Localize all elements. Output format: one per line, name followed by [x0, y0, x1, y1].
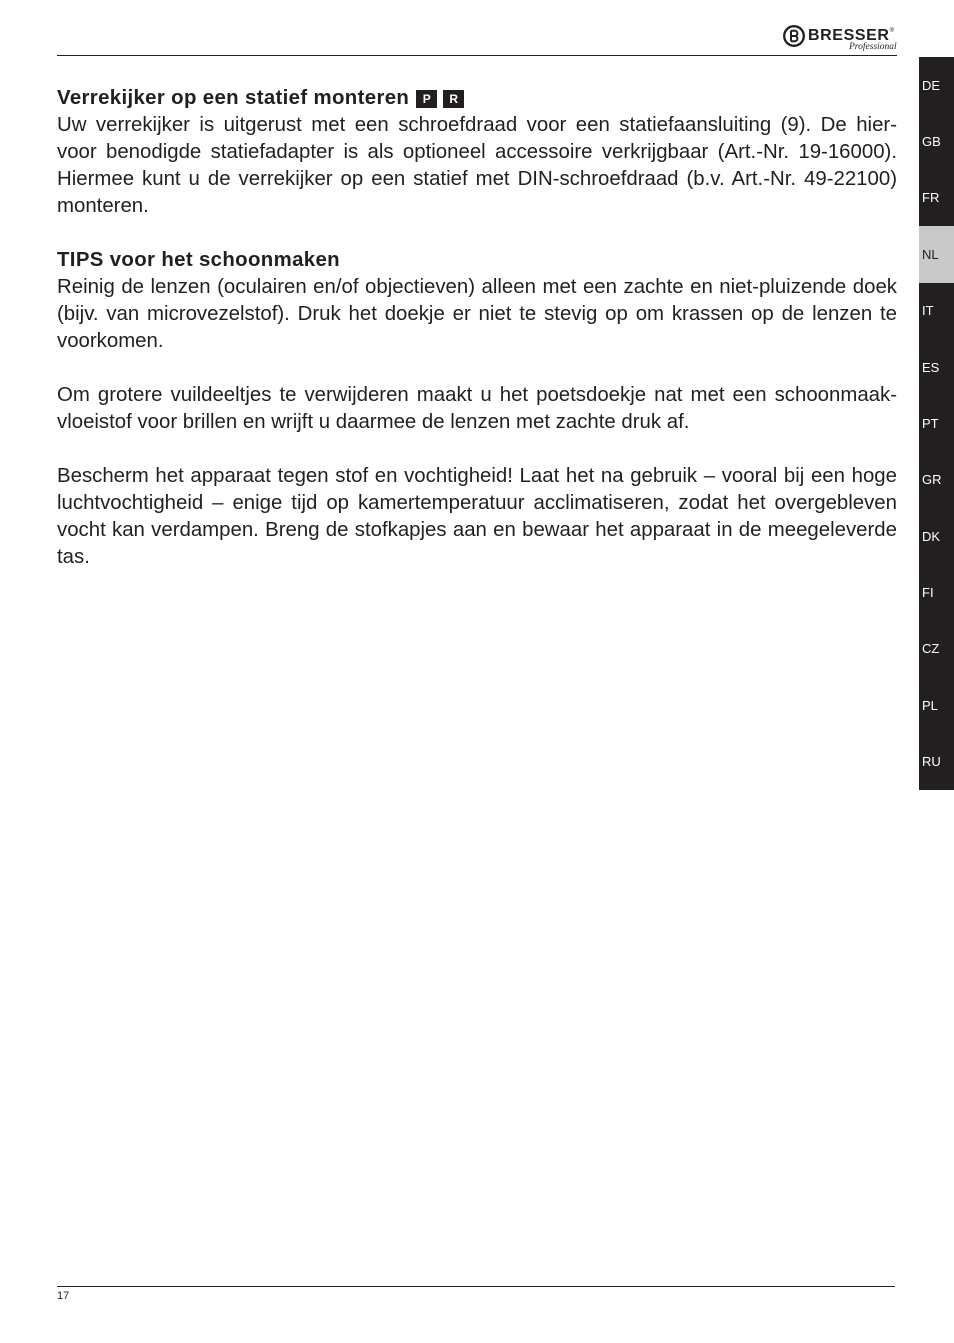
lang-tab-label: ES [922, 359, 940, 375]
section-heading: Verrekijker op een statief monteren [57, 87, 410, 109]
lang-tab-pt [919, 395, 954, 451]
text-line: monteren. [57, 195, 149, 217]
lang-tab-fi [919, 564, 954, 620]
page-content [57, 85, 897, 571]
text-line: luchtvochtigheid – enige tijd op kamertemperatuur acclimatiseren, zodat het overgebleven [57, 492, 897, 514]
logo-tagline: Professional [849, 42, 897, 52]
lang-tab-label: PT [922, 415, 939, 431]
model-badge: P [416, 90, 437, 108]
header-rule [57, 55, 897, 56]
registered-mark: ® [889, 28, 894, 34]
text-line: Bescherm het apparaat tegen stof en vochtigheid! Laat het na gebruik – vooral bij een hoge [57, 465, 897, 487]
text-line: Om grotere vuildeeltjes te verwijderen maakt u het poetsdoekje nat met een schoonmaak- [57, 384, 897, 406]
section-heading: TIPS voor het schoonmaken [57, 249, 340, 271]
text-line: tas. [57, 546, 90, 568]
lang-tab-cz [919, 621, 954, 677]
model-badge: R [443, 90, 464, 108]
section-heading-row [57, 85, 897, 112]
lang-tab-dk [919, 508, 954, 564]
logo-mark-icon [783, 25, 805, 47]
lang-tab-fr [919, 170, 954, 226]
paragraph [57, 112, 897, 220]
lang-tab-pl [919, 677, 954, 733]
text-line: voor benodigde statiefadapter is als optioneel accessoire verkrijgbaar (Art.-Nr. 19-16000). [57, 141, 897, 163]
text-line: Hiermee kunt u de verrekijker op een statief met DIN-schroefdraad (b.v. Art.-Nr. 49-22100) [57, 168, 897, 190]
lang-tab-label: GR [922, 472, 942, 488]
lang-tab-label: FR [922, 190, 940, 206]
paragraph [57, 382, 897, 436]
section-heading-row [57, 247, 897, 274]
lang-tab-nl [919, 226, 954, 282]
lang-tab-gb [919, 113, 954, 169]
text-line: voorkomen. [57, 330, 164, 352]
text-line: Reinig de lenzen (oculairen en/of objectieven) alleen met een zachte en niet-pluizende doek [57, 276, 897, 298]
brand-logo [783, 23, 898, 55]
lang-tab-gr [919, 452, 954, 508]
page-number: 17 [57, 1290, 70, 1302]
text-line: (bijv. van microvezelstof). Druk het doekje er niet te stevig op om krassen op de lenzen te [57, 303, 897, 325]
text-line: Uw verrekijker is uitgerust met een schroefdraad voor een statiefaansluiting (9). De hier- [57, 114, 897, 136]
text-line: vloeistof voor brillen en wrijft u daarmee de lenzen met zachte druk af. [57, 411, 690, 433]
language-index [919, 57, 954, 790]
lang-tab-label: DE [922, 77, 941, 93]
lang-tab-label: FI [922, 585, 934, 601]
lang-tab-es [919, 339, 954, 395]
lang-tab-label: CZ [922, 641, 940, 657]
lang-tab-label: RU [922, 754, 941, 770]
lang-tab-label: NL [922, 246, 939, 262]
lang-tab-it [919, 283, 954, 339]
lang-tab-label: PL [922, 697, 938, 713]
logo-brand-text: BRESSER [808, 27, 890, 44]
lang-tab-label: GB [922, 134, 941, 150]
lang-tab-de [919, 57, 954, 113]
text-line: vocht kan verdampen. Breng de stofkapjes aan en bewaar het apparaat in de meegeleverde [57, 519, 897, 541]
paragraph [57, 463, 897, 571]
lang-tab-ru [919, 734, 954, 790]
footer-rule [57, 1286, 895, 1287]
paragraph [57, 274, 897, 355]
lang-tab-label: DK [922, 528, 941, 544]
lang-tab-label: IT [922, 303, 934, 319]
